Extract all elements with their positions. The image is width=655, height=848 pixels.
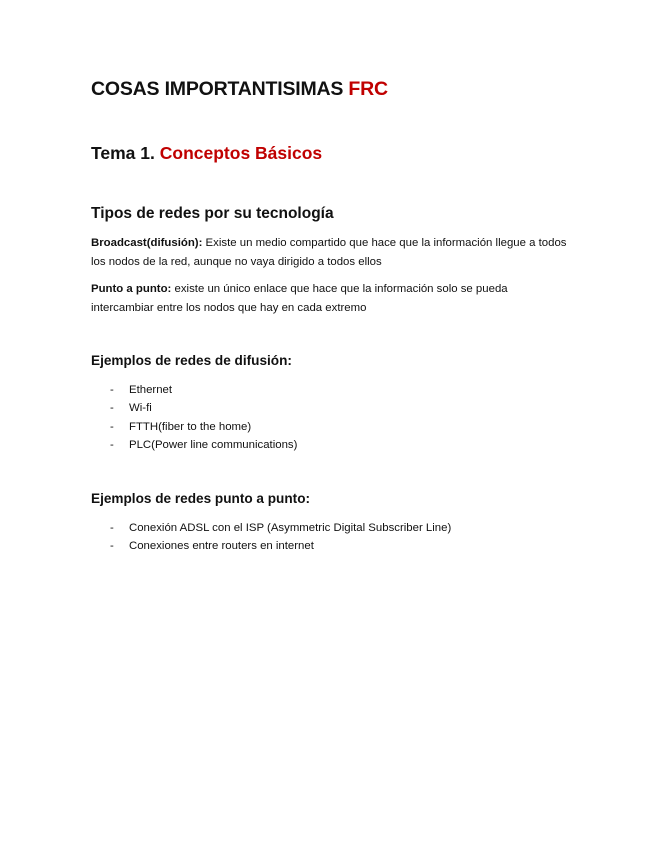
list-item — [91, 519, 451, 537]
section-title-prefix: Tema 1. — [91, 143, 160, 163]
paragraph-text: existe un único enlace que hace que la información solo se pueda intercambiar entre los nodos que hay en cada extremo — [91, 283, 508, 314]
section-title — [91, 143, 322, 164]
bullet-dash: - — [110, 438, 114, 451]
bullet-dash: - — [110, 384, 114, 396]
paragraph-text: Existe un medio compartido que hace que la información llegue a todos los nodos de la red, aunque no vaya dirigido a todos ellos — [91, 237, 567, 268]
list-item-text: Conexión ADSL con el ISP (Asymmetric Digital Subscriber Line) — [129, 522, 452, 534]
broadcast-examples-list — [91, 381, 297, 454]
list-item-text: PLC(Power line communications) — [129, 438, 298, 451]
list-item — [91, 381, 297, 399]
list-item — [91, 399, 297, 417]
paragraph-broadcast — [91, 234, 571, 272]
subsection-title: Tipos de redes por su tecnología — [91, 205, 334, 222]
bullet-dash: - — [110, 540, 114, 553]
list-item — [91, 436, 297, 454]
bullet-dash: - — [110, 402, 114, 415]
point-to-point-examples-list — [91, 519, 451, 556]
document-title-prefix: COSAS IMPORTANTISIMAS — [91, 78, 349, 100]
list-heading-broadcast-examples: Ejemplos de redes de difusión: — [91, 353, 292, 368]
list-item-text: Wi-fi — [129, 402, 152, 415]
list-item-text: FTTH(fiber to the home) — [129, 420, 252, 433]
list-heading-point-to-point-examples: Ejemplos de redes punto a punto: — [91, 491, 311, 506]
list-item-text: Conexiones entre routers en internet — [129, 540, 314, 553]
section-title-highlight: Conceptos Básicos — [159, 143, 323, 163]
list-item-text: Ethernet — [129, 384, 173, 396]
paragraph-point-to-point — [91, 280, 571, 318]
document-title-highlight: FRC — [348, 78, 388, 100]
bullet-dash: - — [110, 420, 114, 433]
list-item — [91, 537, 451, 555]
document-title — [91, 78, 388, 101]
bullet-dash: - — [110, 522, 114, 534]
paragraph-term: Punto a punto: — [91, 283, 172, 295]
list-item — [91, 418, 297, 436]
paragraph-term: Broadcast(difusión): — [91, 237, 203, 249]
